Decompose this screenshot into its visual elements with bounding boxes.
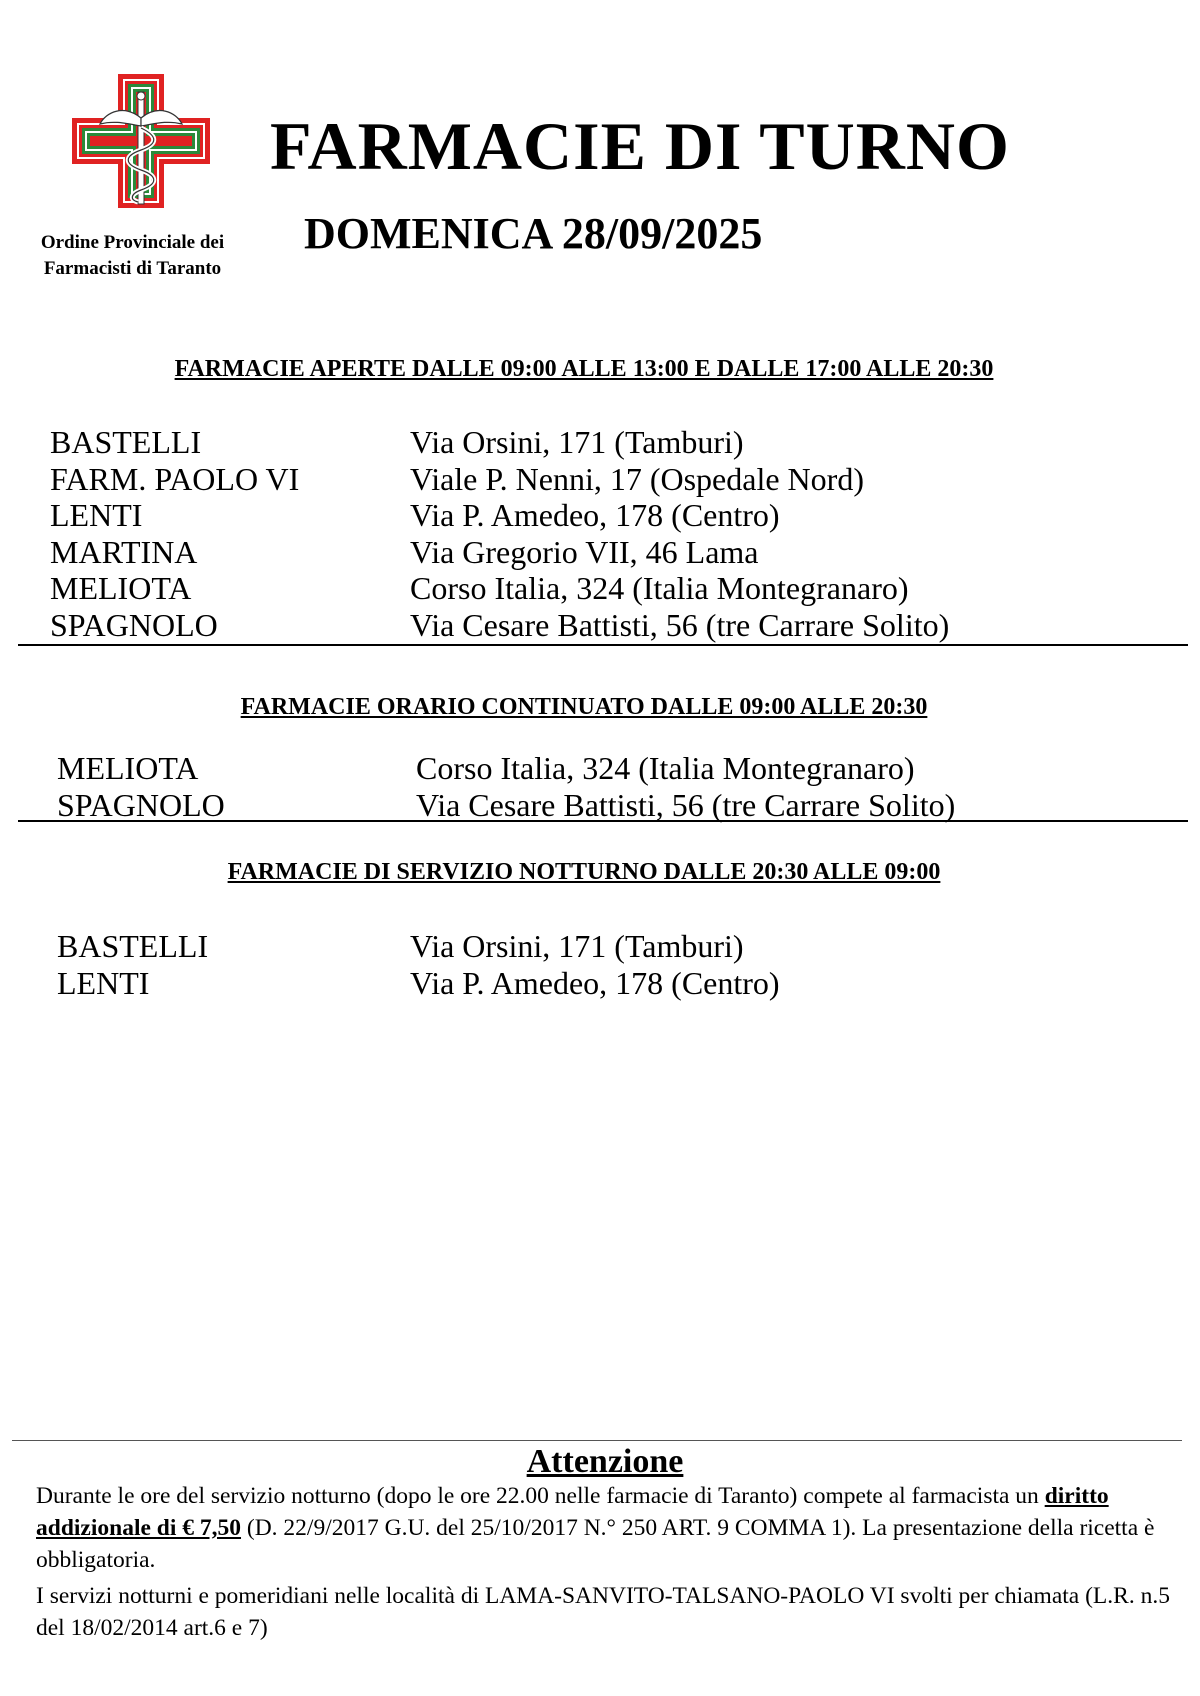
- pharmacy-name: LENTI: [50, 497, 143, 533]
- page-title: FARMACIE DI TURNO: [270, 108, 1010, 184]
- pharmacy-address: Via Gregorio VII, 46 Lama: [410, 533, 759, 570]
- pharmacy-name: MELIOTA: [57, 750, 199, 786]
- pharmacy-name: BASTELLI: [50, 424, 202, 460]
- section-title-daytime: FARMACIE APERTE DALLE 09:00 ALLE 13:00 E DALLE 17:00 ALLE 20:30: [174, 356, 994, 382]
- pharmacy-address: Via Cesare Battisti, 56 (tre Carrare Solito): [416, 786, 956, 823]
- list-item: [50, 424, 1200, 461]
- pharmacy-list-daytime: [50, 424, 1200, 643]
- pharmacy-address: Via Orsini, 171 (Tamburi): [410, 424, 744, 460]
- list-item: [57, 787, 1200, 824]
- pharmacy-address: Via P. Amedeo, 178 (Centro): [410, 964, 780, 1001]
- notice-text-part: (D. 22/9/2017 G.U. del 25/10/2017 N.° 250 ART. 9 COMMA 1). La presentazione della ricetta è obbligatoria.: [36, 1515, 1155, 1573]
- pharmacy-address: Via Cesare Battisti, 56 (tre Carrare Solito): [410, 606, 950, 643]
- pharmacy-name: MARTINA: [50, 533, 198, 570]
- pharmacy-list-night: [57, 928, 1200, 1001]
- notice-text: [36, 1480, 1186, 1648]
- pharmacy-name: LENTI: [57, 964, 150, 1001]
- pharmacy-address: Via P. Amedeo, 178 (Centro): [410, 497, 780, 533]
- list-item: [57, 750, 1200, 787]
- pharmacy-address: Corso Italia, 324 (Italia Montegranaro): [410, 570, 909, 606]
- list-item: [50, 570, 1200, 607]
- additional-fee-highlight: diritto addizionale di € 7,50: [36, 1483, 1109, 1541]
- date-heading: DOMENICA 28/09/2025: [304, 209, 763, 258]
- pharmacy-name: MELIOTA: [50, 570, 192, 606]
- pharmacy-cross-caduceus-icon: [72, 74, 210, 208]
- section-title-continuous: FARMACIE ORARIO CONTINUATO DALLE 09:00 ALLE 20:30: [240, 694, 928, 720]
- notice-title: Attenzione: [526, 1443, 684, 1480]
- list-item: [57, 965, 1200, 1002]
- notice-paragraph: I servizi notturni e pomeridiani nelle località di LAMA-SANVITO-TALSANO-PAOLO VI svolti per chiamata (L.R. n.5 del 18/02/2014 art.6 e 7): [36, 1583, 1170, 1641]
- divider: [18, 644, 1188, 646]
- list-item: [50, 607, 1200, 644]
- pharmacy-name: SPAGNOLO: [57, 786, 225, 823]
- divider: [12, 1440, 1182, 1441]
- pharmacy-list-continuous: [57, 750, 1200, 823]
- list-item: [50, 497, 1200, 534]
- organization-name: Ordine Provinciale dei Farmacisti di Taranto: [40, 232, 225, 279]
- list-item: [57, 928, 1200, 965]
- notice-text-part: Durante le ore del servizio notturno (dopo le ore 22.00 nelle farmacie di Taranto) compete al farmacista un: [36, 1483, 1039, 1509]
- pharmacy-address: Corso Italia, 324 (Italia Montegranaro): [416, 750, 915, 786]
- list-item: [50, 534, 1200, 571]
- section-title-night: FARMACIE DI SERVIZIO NOTTURNO DALLE 20:30 ALLE 09:00: [227, 859, 941, 885]
- pharmacy-address: Viale P. Nenni, 17 (Ospedale Nord): [410, 460, 864, 497]
- list-item: [50, 461, 1200, 498]
- divider: [18, 820, 1188, 822]
- pharmacy-address: Via Orsini, 171 (Tamburi): [410, 928, 744, 964]
- notice-paragraph: [36, 1480, 1186, 1576]
- pharmacy-name: SPAGNOLO: [50, 606, 218, 643]
- pharmacy-name: FARM. PAOLO VI: [50, 460, 300, 497]
- pharmacy-name: BASTELLI: [57, 928, 209, 964]
